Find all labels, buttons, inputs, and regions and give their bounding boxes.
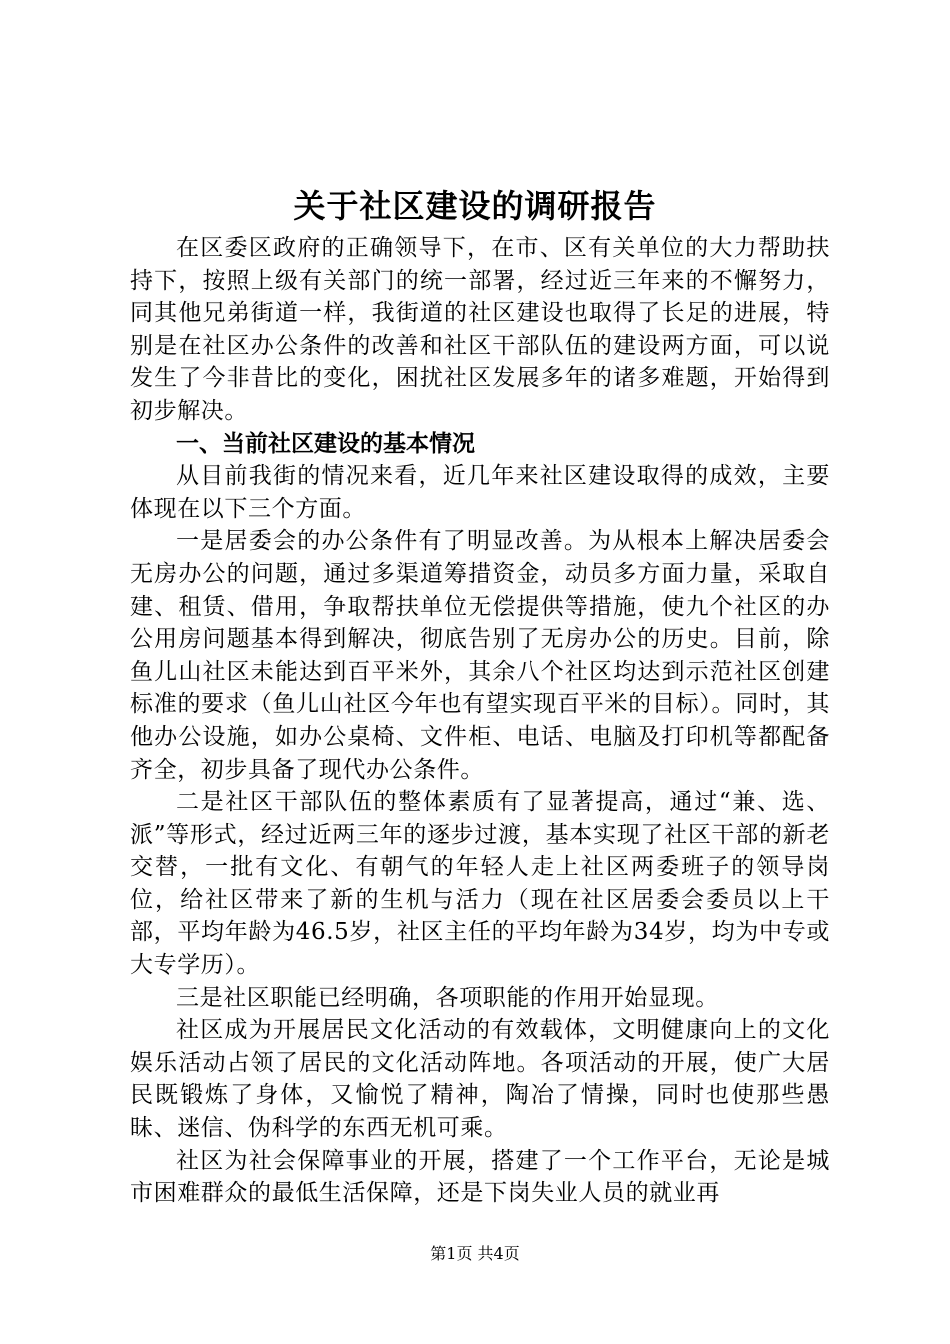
- page-footer: 第1页 共4页: [430, 1244, 520, 1263]
- section-paragraph: 二是社区干部队伍的整体素质有了显著提高，通过“兼、选、派”等形式，经过近两三年的逐步过渡，基本实现了社区干部的新老交替，一批有文化、有朝气的年轻人走上社区两委班子的领导岗位，给社区带来了新的生机与活力（现在社区居委会委员以上干部，平均年龄为46.5岁，社区主任的平均年龄为34岁，均为中专或大专学历）。: [130, 789, 830, 979]
- section-paragraph: 从目前我街的情况来看，近几年来社区建设取得的成效，主要体现在以下三个方面。: [130, 463, 830, 522]
- section-paragraph: 社区为社会保障事业的开展，搭建了一个工作平台，无论是城市困难群众的最低生活保障，还是下岗失业人员的就业再: [130, 1147, 830, 1207]
- section-paragraph: 三是社区职能已经明确，各项职能的作用开始显现。: [176, 984, 719, 1011]
- section-paragraph: 社区成为开展居民文化活动的有效载体，文明健康向上的文化娱乐活动占领了居民的文化活动阵地。各项活动的开展，使广大居民既锻炼了身体，又愉悦了精神，陶冶了情操，同时也使那些愚昧、迷信、伪科学的东西无机可乘。: [130, 1017, 830, 1142]
- section-paragraph: 一是居委会的办公条件有了明显改善。为从根本上解决居委会无房办公的问题，通过多渠道筹措资金，动员多方面力量，采取自建、租赁、借用，争取帮扶单位无偿提供等措施，使九个社区的办公用房问题基本得到解决，彻底告别了无房办公的历史。目前，除鱼儿山社区未能达到百平米外，其余八个社区均达到示范社区创建标准的要求（鱼儿山社区今年也有望实现百平米的目标）。同时，其他办公设施，如办公桌椅、文件柜、电话、电脑及打印机等都配备齐全，初步具备了现代办公条件。: [130, 528, 830, 783]
- document-body: [130, 232, 830, 1210]
- intro-paragraph: 在区委区政府的正确领导下，在市、区有关单位的大力帮助扶持下，按照上级有关部门的统一部署，经过近三年来的不懈努力，同其他兄弟街道一样，我街道的社区建设也取得了长足的进展，特别是在社区办公条件的改善和社区干部队伍的建设两方面，可以说发生了今非昔比的变化，困扰社区发展多年的诸多难题，开始得到初步解决。: [130, 235, 830, 424]
- document-title: 关于社区建设的调研报告: [293, 187, 657, 225]
- section-heading: 一、当前社区建设的基本情况: [176, 430, 475, 457]
